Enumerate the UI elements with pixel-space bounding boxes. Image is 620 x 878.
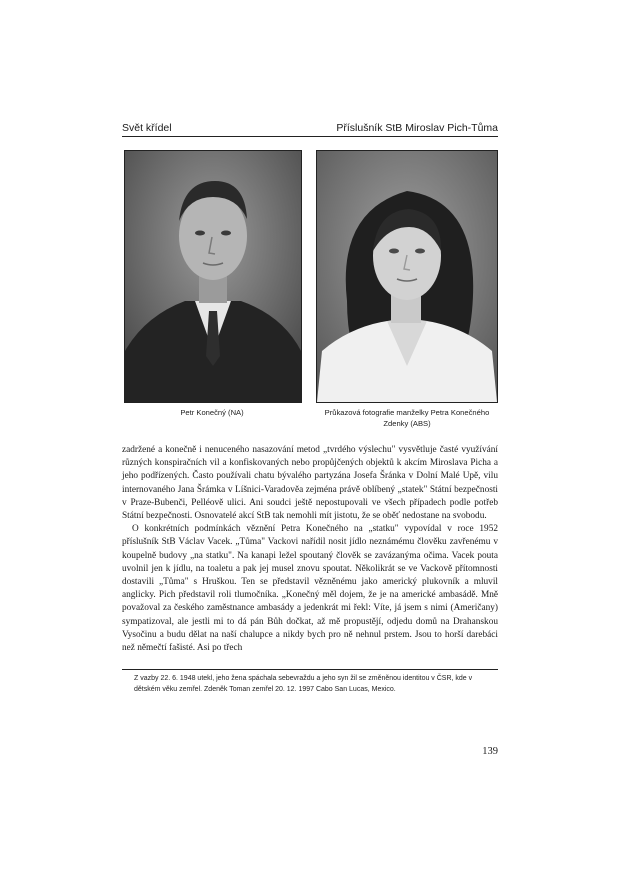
footnote-rule — [122, 669, 498, 670]
body-text — [122, 444, 498, 655]
running-header — [122, 122, 498, 136]
header-chapter-title: Příslušník StB Miroslav Pich-Tůma — [336, 122, 498, 134]
header-section-title: Svět křídel — [122, 122, 172, 134]
paragraph: zadržené a konečně i nenuceného nasazování metod „tvrdého výslechu" vysvětluje časté využívání různých konspiračních vil a konfiskovaných nebo propůjčených objektů k akcím Miroslava Picha a jeho podřízených. Často používali chatu bývalého partyzána Josefa Šránka v Dolní Malé Upě, vilu internovaného Jana Šrámka v Líšnici-Varadověa zejména právě oblíbený „statek" Státní bezpečnosti v Praze-Bubenči, Pelléově ulici. Ani soudci ještě nepostupovali ve všech případech podle potřeb Státní bezpečnosti. Osnovatelé akcí StB tak nemohli mít jistotu, že se oběť nedostane na svobodu. — [122, 445, 498, 522]
photo-caption-right: Průkazová fotografie manželky Petra Konečného Zdenky (ABS) — [324, 408, 490, 428]
header-rule — [122, 136, 498, 137]
footnote: Z vazby 22. 6. 1948 utekl, jeho žena spáchala sebevraždu a jeho syn žil se změněnou identitou v ČSR, kde v dětském věku zemřel. Zdeněk Toman zemřel 20. 12. 1997 Cabo San Lucas, Mexico. — [134, 675, 473, 694]
photo-caption-left: Petr Konečný (NA) — [180, 408, 244, 417]
page-number: 139 — [482, 746, 498, 757]
portrait-photo-man — [124, 150, 302, 403]
paragraph: O konkrétních podmínkách věznění Petra Konečného na „statku" vypovídal v roce 1952 příslušník StB Václav Vacek. „Tůma" Vackovi nařídil nosit jídlo neznámému člověku zavřenému v koupelně budovy „na statku". Na kanapi ležel spoutaný člověk se zavázanýma očima. Vacek pouta uvolnil jen k jídlu, na toaletu a pak jej musel znovu spoutat. Několikrát se ve Vackově přítomnosti dostavili „Tůma" s Hruškou. Ten se představil vězněnému jako americký plukovník a mluvil anglicky. Pich představil roli tlumočníka. „Konečný měl dojem, že je na americké ambasádě. Mně považoval za českého zaměstnance ambasády a jedenkrát mi řekl: Víte, já jsem s nimi (Američany) sympatizoval, ale jestli mi to dá pán Bůh dočkat, až mě propustějí, odjedu domů na Drahanskou Vysočinu a budu dělat na naší chalupce a nikdy bych pro ně nehnul prstem. Jsou to horší darebáci než němečtí fašisté. Asi po třech — [122, 524, 498, 654]
portrait-photo-woman — [316, 150, 498, 403]
